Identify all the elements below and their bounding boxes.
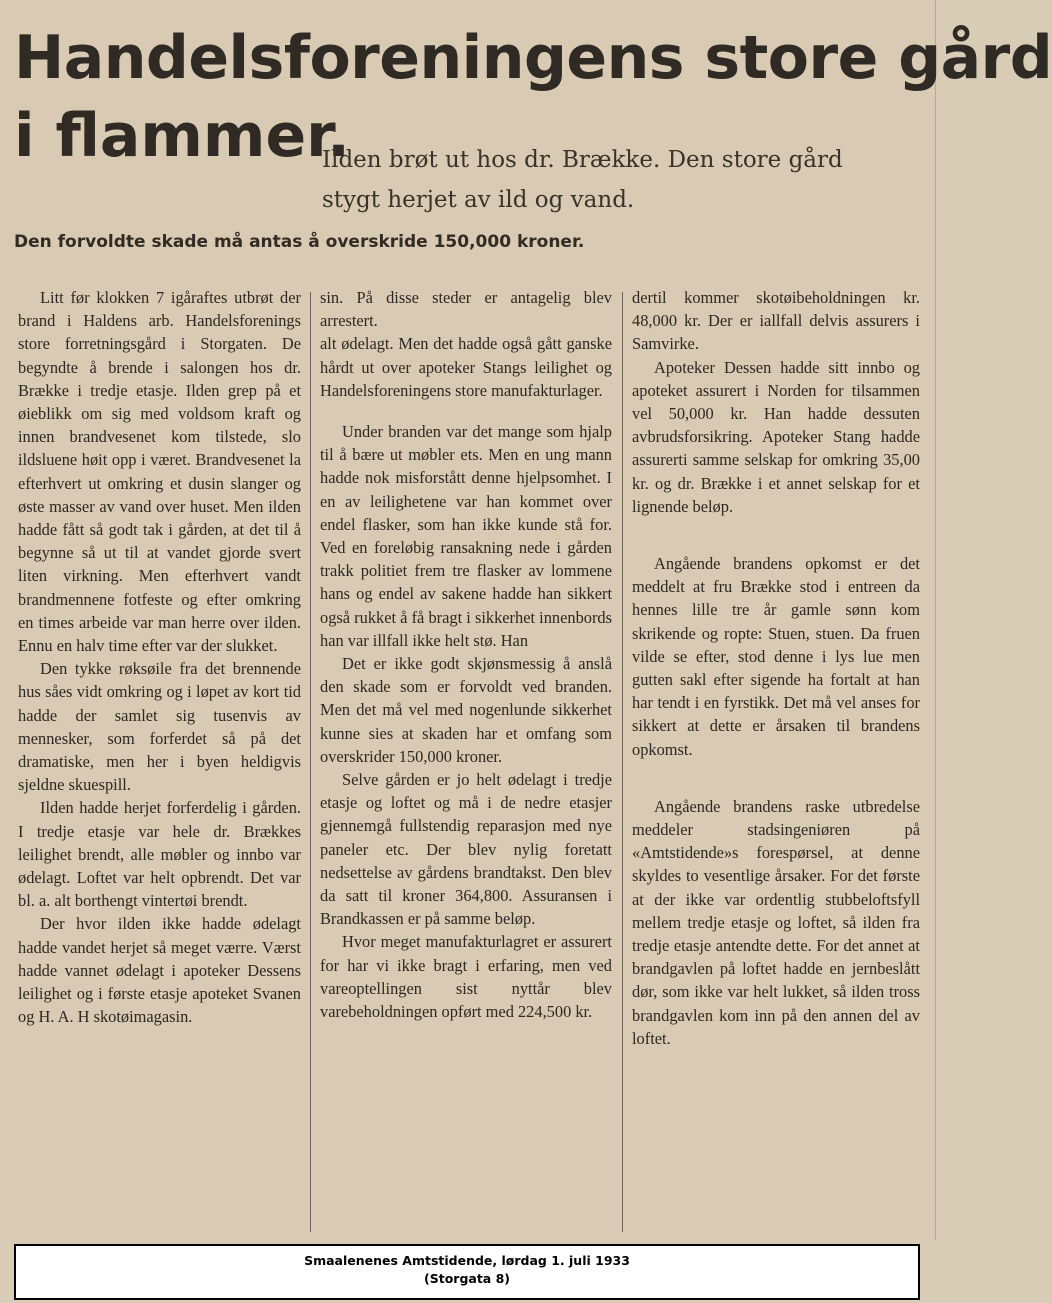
column-2-paragraph: sin. På disse steder er antagelig blev arrestert. [320, 288, 612, 331]
caption-line-2: (Storgata 8) [424, 1271, 510, 1286]
column-2-paragraph: Selve gården er jo helt ødelagt i tredje etasje og loftet og må i de nedre etasjer gjennemgå fullstendig reparasjon med nye paneler etc. Der blev nylig foretatt nedsettelse av gårdens brandtakst. Den blev da satt til kroner 364,800. Assuransen i Brandkassen er på samme beløp. [320, 770, 612, 929]
article-column-3 [632, 286, 920, 1050]
column-2-paragraph: Under branden var det mange som hjalp til å bære ut møbler ets. Men en ung mann hadde nok misforstått denne hjelpsomhet. I en av leilighetene var han kommet over endel flasker, som han ikke kunde stå for. Ved en foreløbig ransakning nede i gården trakk politiet frem tre flasker av lommene hans og endel av sakene hadde han sikkert også rukket å få bragt i sikkerhet innenbords han var illfall ikke helt stø. Han [320, 422, 612, 650]
column-rule-2 [622, 292, 623, 1232]
column-3-paragraph: dertil kommer skotøibeholdningen kr. 48,000 kr. Der er iallfall delvis assurers i Samvirke. [632, 288, 920, 354]
column-1-paragraph: Den tykke røksøile fra det brennende hus såes vidt omkring og i løpet av kort tid hadde der samlet sig tusenvis av mennesker, som forferdet så på det dramatiske, men her i byen heldigvis sjeldne skuespill. [18, 659, 301, 795]
deck-part-1: Ilden brøt ut hos dr. Brække. Den store gård [322, 147, 843, 173]
column-3-paragraph: Apoteker Dessen hadde sitt innbo og apoteket assurert i Norden for tilsammen vel 50,000 kr. Han hadde dessuten avbrudsforsikring. Apoteker Stang hadde assurerti samme selskap for omkring 35,00 kr. og dr. Brække i et annet selskap for et lignende beløp. [632, 357, 920, 516]
source-caption [14, 1244, 920, 1300]
article-column-2 [320, 286, 612, 1023]
deck-part-2: stygt herjet av ild og vand. [322, 187, 635, 213]
column-1-paragraph: Litt før klokken 7 igåraftes utbrøt der brand i Haldens arb. Handelsforenings store forretningsgård i Storgaten. De begyndte å brende i salongen hos dr. Brække i tredje etasje. Ilden grep på et øieblikk om sig med voldsom kraft og innen brandvesenet kom tilstede, slo ildsluene høit opp i været. Brandvesenet la efterhvert ut omkring et dusin slanger og øste masser av vand over huset. Men ilden hadde fått så godt tak i gården, at det til å begynne så ut til at vandet gjorde svert liten virkning. Men efterhvert vandt brandmennene fotfeste og efter omkring en times arbeide var man herre over ilden. Ennu en halv time efter var der slukket. [18, 288, 301, 656]
column-1-paragraph: Ilden hadde herjet forferdelig i gården. I tredje etasje var hele dr. Brækkes leilighet brendt, alle møbler og innbo var ødelagt. Loftet var helt opbrendt. Det var bl. a. alt borthengt vintertøi brendt. [18, 798, 301, 911]
column-1-paragraph: Der hvor ilden ikke hadde ødelagt hadde vandet herjet så meget værre. Værst hadde vannet ødelagt i apoteker Dessens leilighet og i første etasje apoteket Svanen og H. A. H skotøimagasin. [18, 914, 301, 1027]
headline-line-2-wrap [14, 100, 350, 172]
subheadline: Den forvoldte skade må antas å overskride 150,000 kroner. [14, 232, 585, 252]
column-2-paragraph: alt ødelagt. Men det hadde også gått ganske hårdt ut over apoteker Stangs leilighet og Handelsforeningens store manufakturlager. [320, 334, 612, 400]
caption-line-1: Smaalenenes Amtstidende, lørdag 1. juli 1933 [304, 1253, 630, 1268]
column-2-paragraph: Det er ikke godt skjønsmessig å anslå den skade som er forvoldt ved branden. Men det må vel med nogenlunde sikkerhet kunne sies at skaden har et omfang som overskrider 150,000 kroner. [320, 654, 612, 766]
column-3-paragraph: Angående brandens raske utbredelse meddeler stadsingeniøren på «Amtstidende»s forespørsel, at denne skyldes to vesentlige årsaker. For det første at der ikke var ordentlig stubbeloftsfyll mellem tredje etasje og loftet, så ilden fra tredje etasje antendte dette. For det annet at brandgavlen på loftet hadde en jernbeslått dør, som ikke var helt lukket, så ilden tross brandgavlen kom inn på den annen del av loftet. [632, 796, 920, 1048]
deck [322, 140, 922, 220]
column-3-paragraph: Angående brandens opkomst er det meddelt at fru Brække stod i entreen da hennes lille tre år gamle sønn kom skrikende og ropte: Stuen, stuen. Da fruen vilde se efter, stod denne i lys lue men gutten sakl efter sigende ha fortalt at han har tendt i en fyrstikk. Det må vel anses for sikkert at dette er årsaken til brandens opkomst. [632, 554, 920, 759]
article-column-1 [18, 286, 301, 1029]
headline-line-2: i flammer. [14, 101, 350, 171]
column-rule-1 [310, 292, 311, 1232]
column-2-paragraph: Hvor meget manufakturlagret er assurert for har vi ikke bragt i erfaring, men ved vareoptellingen sist nyttår blev varebeholdningen opført med 224,500 kr. [320, 932, 612, 1022]
headline-line-1: Handelsforeningens store gård [14, 23, 1052, 93]
